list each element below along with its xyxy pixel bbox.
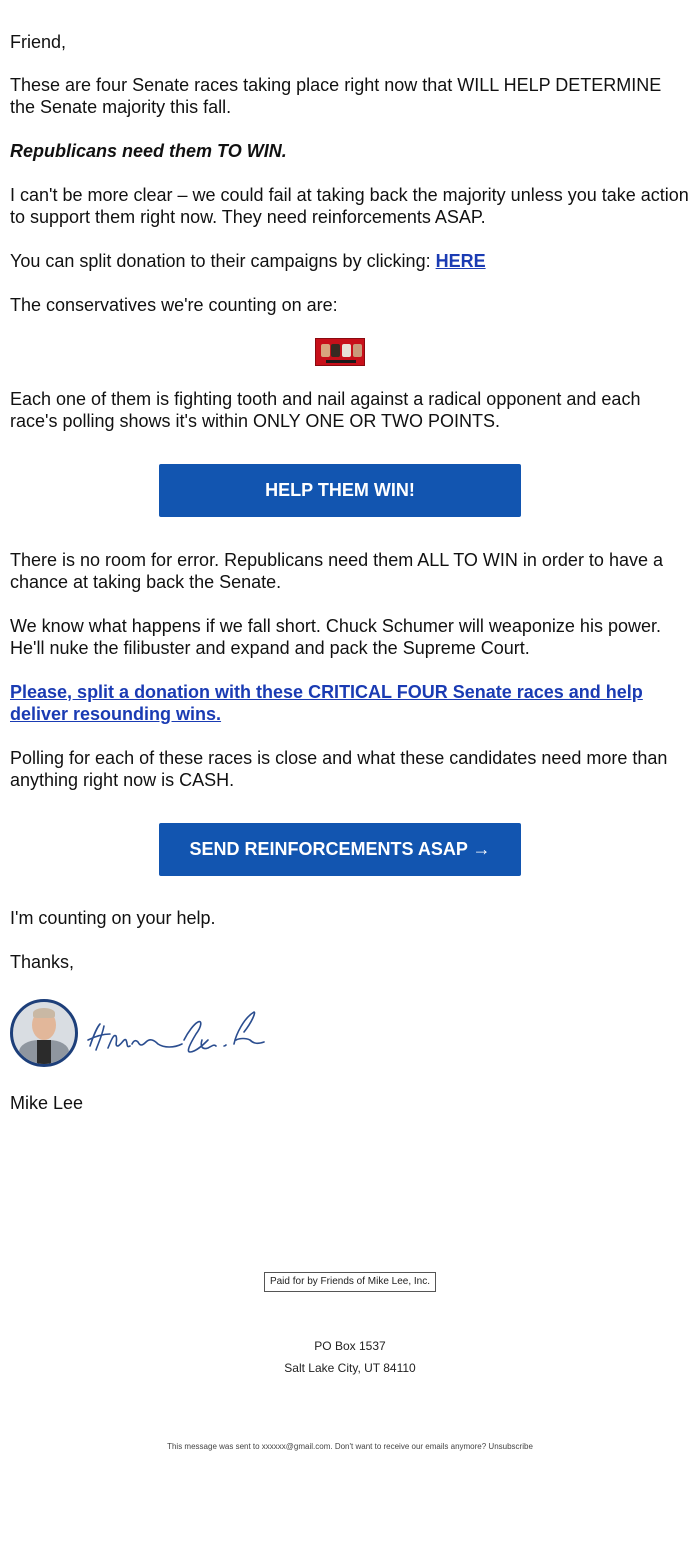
handwritten-signature <box>84 1004 266 1060</box>
signer-name: Mike Lee <box>10 1093 84 1113</box>
unsubscribe-link[interactable]: Unsubscribe <box>488 1442 533 1451</box>
candidate-photo <box>331 344 340 357</box>
split-paragraph <box>10 250 486 272</box>
footer-notice <box>0 1442 700 1452</box>
here-link[interactable]: HERE <box>435 251 486 271</box>
thanks-paragraph: Thanks, <box>10 952 75 972</box>
we-know-paragraph: We know what happens if we fall short. Chuck Schumer will weaponize his power. He'll nuke the filibuster and expand and pack the Supreme Court. <box>10 616 661 658</box>
polling-paragraph: Polling for each of these races is close and what these candidates need more than anything right now is CASH. <box>10 748 668 790</box>
banner-caption-bar <box>326 360 356 363</box>
address-line-1: PO Box 1537 <box>314 1339 386 1353</box>
send-reinforcements-button[interactable]: SEND REINFORCEMENTS ASAP → <box>159 823 521 876</box>
need-to-win-paragraph: Republicans need them TO WIN. <box>10 141 287 161</box>
intro-paragraph: These are four Senate races taking place right now that WILL HELP DETERMINE the Senate majority this fall. <box>10 75 662 117</box>
no-room-paragraph: There is no room for error. Republicans need them ALL TO WIN in order to have a chance at taking back the Senate. <box>10 550 663 592</box>
split-donation-link[interactable]: Please, split a donation with these CRITICAL FOUR Senate races and help deliver resounding wins. <box>10 682 643 724</box>
split-text: You can split donation to their campaigns by clicking: <box>10 251 436 271</box>
fighting-paragraph: Each one of them is fighting tooth and nail against a radical opponent and each race's polling shows it's within ONLY ONE OR TWO POINTS. <box>10 389 641 431</box>
address-line-2: Salt Lake City, UT 84110 <box>284 1361 416 1375</box>
clear-paragraph: I can't be more clear – we could fail at taking back the majority unless you take action to support them right now. They need reinforcements ASAP. <box>10 185 689 227</box>
author-photo <box>10 999 78 1067</box>
please-paragraph <box>10 681 690 725</box>
avatar-hair <box>33 1008 55 1018</box>
conservatives-paragraph: The conservatives we're counting on are: <box>10 295 338 315</box>
avatar-shirt <box>37 1040 51 1064</box>
greeting: Friend, <box>10 32 67 52</box>
candidates-banner-image[interactable] <box>315 338 365 366</box>
help-them-win-button[interactable]: HELP THEM WIN! <box>159 464 521 517</box>
candidate-photo <box>321 344 330 357</box>
footer-notice-text: This message was sent to xxxxxx@gmail.com. Don't want to receive our emails anymore? <box>167 1442 489 1451</box>
candidate-photo <box>342 344 351 357</box>
counting-paragraph: I'm counting on your help. <box>10 908 216 928</box>
paid-for-disclaimer: Paid for by Friends of Mike Lee, Inc. <box>264 1272 436 1292</box>
candidate-photo <box>353 344 362 357</box>
